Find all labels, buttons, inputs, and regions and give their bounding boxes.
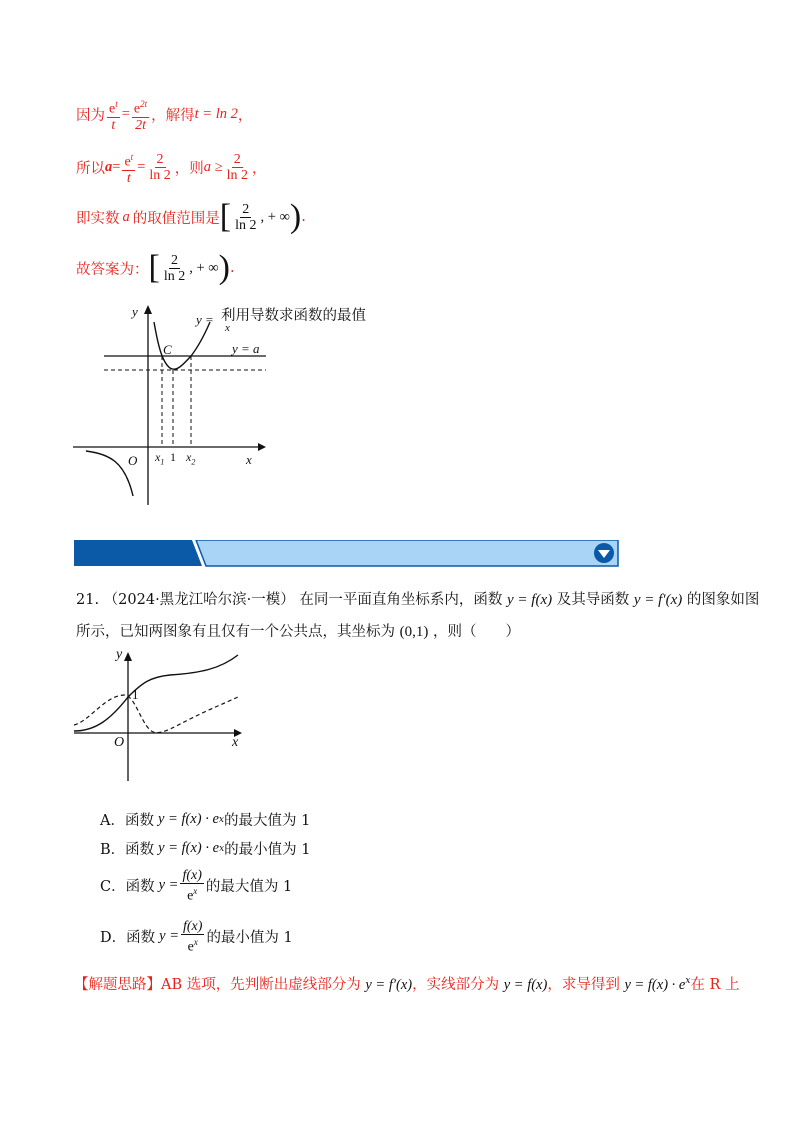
x-axis-label: x xyxy=(232,735,239,750)
solution-hint: 【解题思路】AB 选项，先判断出虚线部分为 y = f′(x)，实线部分为 y = f(x)，求导得到 $y = f(x) \cdot e^x$在 R 上 xyxy=(74,976,740,993)
fraction: $\frac{e^t}{t}$ xyxy=(109,99,118,133)
y-axis-label: y xyxy=(116,647,123,662)
fraction: $\frac{f(x)}{e^x}$ xyxy=(183,919,203,955)
question-line-1: 21. （2024·黑龙江哈尔滨·一模） 在同一平面直角坐标系内，函数 y = f(x) 及其导函数 y = f′(x) 的图象如图 xyxy=(76,592,760,608)
option-a[interactable]: A． 函数 y = f(x) · e x 的最大值为 1 xyxy=(100,811,311,829)
one-label: 1 xyxy=(170,450,176,464)
solution-line-2: 所以 a = $\frac{e^t}{t}$ = $\frac{2}{\ln 2}$ ，则 a ≥ $\frac{2}{\ln 2}$ ， xyxy=(76,152,267,186)
point-c-label: C xyxy=(163,342,172,357)
fraction: $\frac{e^t}{t}$ xyxy=(124,152,134,186)
origin-label: O xyxy=(128,453,138,468)
curve-label-x: x xyxy=(225,322,230,334)
x-axis-label: x xyxy=(246,452,252,467)
fraction: $\frac{2}{\ln 2}$ xyxy=(226,152,248,184)
x1-label: $x_1$ xyxy=(155,450,165,467)
origin-label: O xyxy=(114,735,125,750)
option-c[interactable]: C． 函数 y = $\frac{f(x)}{e^x}$ 的最大值为 1 xyxy=(100,868,293,904)
chevron-down-icon[interactable] xyxy=(594,543,614,563)
curve-label: y = xyxy=(196,312,214,327)
section-banner xyxy=(74,540,622,568)
solution-line-4: 故答案为： [ $\frac{2}{\ln 2}$ , + ∞ ) . xyxy=(76,249,235,286)
x2-label: $x_2$ xyxy=(186,450,196,467)
fraction: $\frac{e^{2t}}{2t}$ xyxy=(133,99,148,133)
fraction: $\frac{f(x)}{e^x}$ xyxy=(182,868,202,904)
solution-line-3: 即实数 a 的取值范围是 [ $\frac{2}{\ln 2}$ , + ∞ ) . xyxy=(76,198,306,235)
fraction: $\frac{2}{\ln 2}$ xyxy=(149,152,171,184)
fraction: $\frac{2}{\ln 2}$ xyxy=(235,201,257,233)
solution-line-1: 因为 $\frac{e^t}{t}$ = $\frac{e^{2t}}{2t}$ ，解得 t = ln 2 ， xyxy=(76,99,253,133)
overlay-title: 利用导数求函数的最值 xyxy=(221,308,366,324)
question-line-2: 所示，已知两图象有且仅有一个公共点，其坐标为 (0,1) ，则（ ） xyxy=(76,624,520,640)
fraction: $\frac{2}{\ln 2}$ xyxy=(163,252,186,284)
graph-min-value xyxy=(70,300,390,510)
option-b[interactable]: B． 函数 y = f(x) · e x 的最小值为 1 xyxy=(100,840,311,858)
graph-function-derivative xyxy=(70,645,260,785)
y-axis-label: y xyxy=(132,304,138,319)
one-label: 1 xyxy=(132,687,139,702)
option-d[interactable]: D． 函数 y = $\frac{f(x)}{e^x}$ 的最小值为 1 xyxy=(100,919,293,955)
line-a-label: y = a xyxy=(232,341,260,356)
